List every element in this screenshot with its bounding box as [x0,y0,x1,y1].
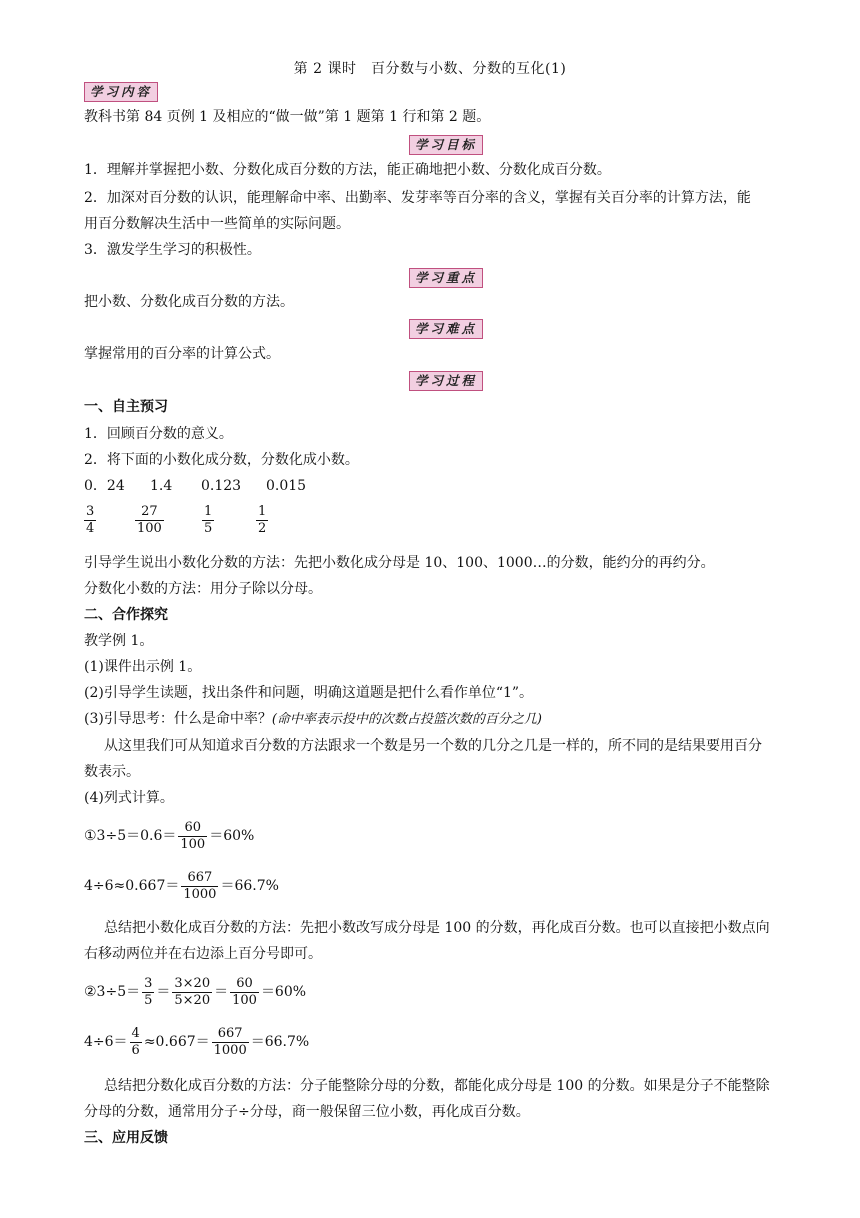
key-text: 把小数、分数化成百分数的方法。 [84,294,294,310]
decimal-4: 0.015 [266,478,307,494]
equation-2: 4÷6≈0.667＝ $\frac{667}{1000}$ ＝66.7% [84,869,279,902]
summary-2-line-1: 总结把分数化成百分数的方法：分子能整除分母的分数，都能化成分母是 100 的分数。如果是分子不能整除 [104,1078,770,1094]
goal-3: 3．激发学生学习的积极性。 [84,242,261,258]
decimal-2: 1.4 [150,478,173,494]
difficulty-text: 掌握常用的百分率的计算公式。 [84,346,280,362]
fraction-4: $\frac{1}{2}$ [258,504,267,536]
goal-2-line-1: 2．加深对百分数的认识，能理解命中率、出勤率、发芽率等百分率的含义，掌握有关百分率的计算方法，能 [84,190,751,206]
paragraph-1-line-1: 从这里我们可从知道求百分数的方法跟求一个数是另一个数的几分之几是一样的，所不同的是结果要用百分 [104,738,762,754]
section-1-heading: 一、自主预习 [84,399,168,415]
guide-decimal-to-fraction: 引导学生说出小数化分数的方法：先把小数化成分母是 10、100、1000…的分数，能约分的再约分。 [84,555,715,571]
goal-2-line-2: 用百分数解决生活中一些简单的实际问题。 [84,216,350,232]
paragraph-1-line-2: 数表示。 [84,764,140,780]
step-2: (2)引导学生读题，找出条件和问题，明确这道题是把什么看作单位“1”。 [84,685,534,701]
section-1-item-1: 1．回顾百分数的意义。 [84,426,233,442]
decimal-1: 0．24 [84,478,125,494]
summary-1-line-2: 右移动两位并在右边添上百分号即可。 [84,946,322,962]
step-3-note: (命中率表示投中的次数占投篮次数的百分之几) [271,712,542,727]
section-2-heading: 二、合作探究 [84,607,168,623]
step-1: (1)课件出示例 1。 [84,659,202,675]
badge-key-points: 学习重点 [409,268,483,288]
goal-1: 1．理解并掌握把小数、分数化成百分数的方法，能正确地把小数、分数化成百分数。 [84,162,611,178]
equation-4: 4÷6＝ $\frac{4}{6}$ ≈0.667＝ $\frac{667}{1000}$ ＝66.7% [84,1025,310,1058]
step-4: (4)列式计算。 [84,790,174,806]
fraction-1: $\frac{3}{4}$ [86,504,95,536]
badge-learning-content: 学习内容 [84,82,158,102]
badge-learning-process: 学习过程 [409,371,483,391]
teach-example: 教学例 1。 [84,633,154,649]
fraction-2: $\frac{27}{100}$ [137,504,162,536]
guide-fraction-to-decimal: 分数化小数的方法：用分子除以分母。 [84,581,322,597]
summary-1-line-1: 总结把小数化成百分数的方法：先把小数改写成分母是 100 的分数，再化成百分数。也可以直接把小数点向 [104,920,770,936]
section-3-heading: 三、应用反馈 [84,1130,168,1146]
decimal-3: 0.123 [201,478,242,494]
section-1-item-2: 2．将下面的小数化成分数，分数化成小数。 [84,452,359,468]
badge-learning-goals: 学习目标 [409,135,483,155]
badge-difficulty: 学习难点 [409,319,483,339]
equation-3: ②3÷5＝ $\frac{3}{5}$ ＝ $\frac{3\times 20}{5\times 20}$ ＝ $\frac{60}{100}$ ＝60% [84,975,307,1008]
equation-1: ①3÷5＝0.6＝ $\frac{60}{100}$ ＝60% [84,819,255,852]
summary-2-line-2: 分母的分数，通常用分子÷分母，商一般保留三位小数，再化成百分数。 [84,1104,530,1120]
step-3: (3)引导思考：什么是命中率？(命中率表示投中的次数占投篮次数的百分之几) [84,711,542,727]
page-title: 第 2 课时 百分数与小数、分数的互化(1) [293,61,567,77]
fraction-3: $\frac{1}{5}$ [204,504,213,536]
content-text: 教科书第 84 页例 1 及相应的“做一做”第 1 题第 1 行和第 2 题。 [84,109,491,125]
